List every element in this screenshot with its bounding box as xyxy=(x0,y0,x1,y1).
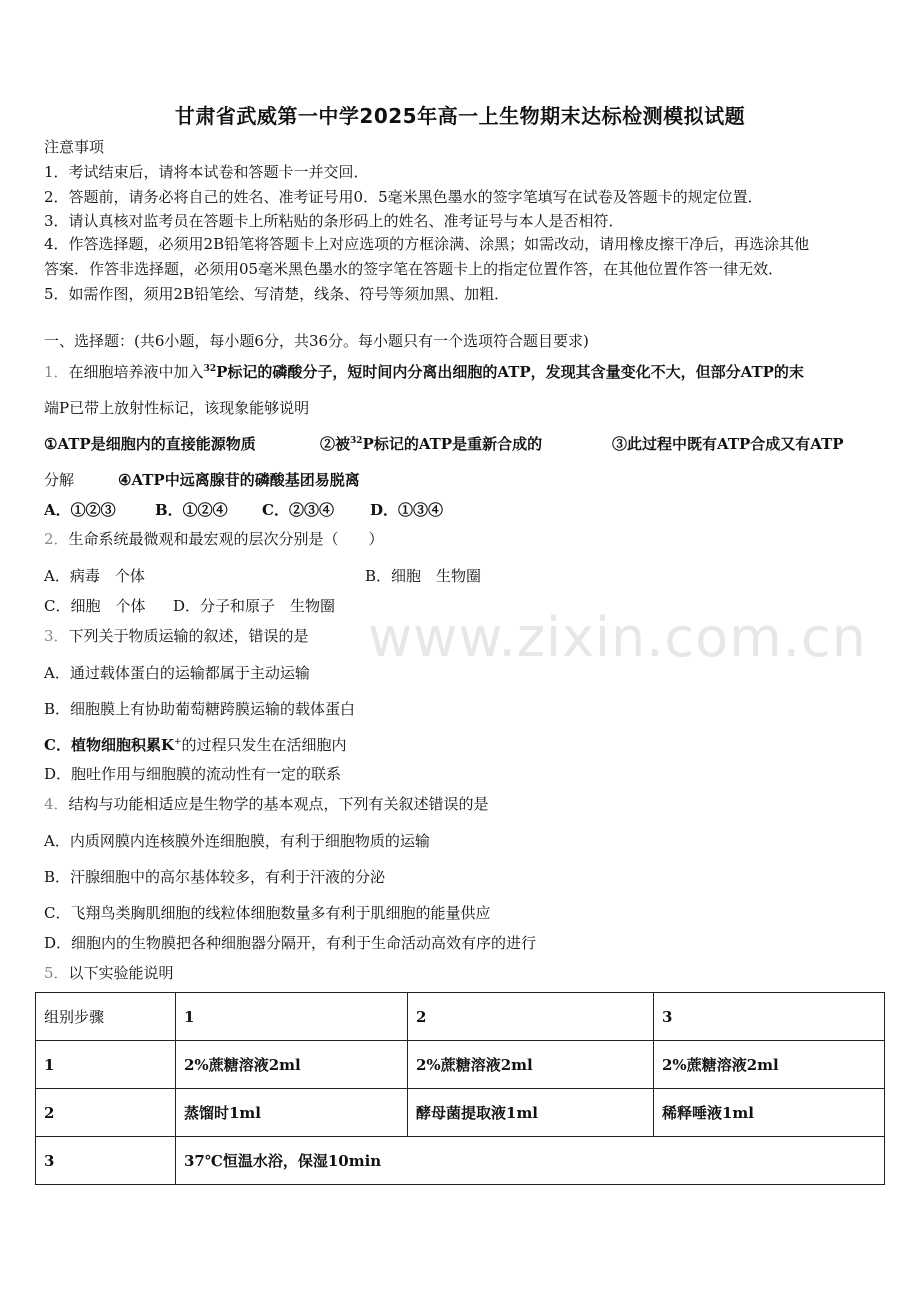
table-header-cell: 1 xyxy=(176,993,408,1041)
superscript: 32 xyxy=(350,436,363,446)
statement-text: ②被 xyxy=(320,435,351,453)
table-cell: 稀释唾液1ml xyxy=(654,1089,885,1137)
statement-text: P标记的ATP是重新合成的 xyxy=(362,435,543,453)
question-1-stem xyxy=(44,362,804,382)
option-c: C．飞翔鸟类胸肌细胞的线粒体细胞数量多有利于肌细胞的能量供应 xyxy=(44,904,491,922)
table-cell: 1 xyxy=(36,1041,176,1089)
option-c xyxy=(44,735,347,755)
statement-3: ③此过程中既有ATP合成又有ATP xyxy=(612,435,844,453)
table-cell: 2%蔗糖溶液2ml xyxy=(176,1041,408,1089)
question-text: 在细胞培养液中加入 xyxy=(68,363,204,381)
question-4-stem xyxy=(44,794,489,814)
option-c: C．②③④ xyxy=(262,501,334,519)
table-cell: 2 xyxy=(36,1089,176,1137)
option-text: 的过程只发生在活细胞内 xyxy=(181,736,347,754)
option-b: B．汗腺细胞中的高尔基体较多，有利于汗液的分泌 xyxy=(44,868,386,886)
table-cell: 37℃恒温水浴，保湿10min xyxy=(176,1137,885,1185)
question-5-stem xyxy=(44,963,174,983)
option-d: D．①③④ xyxy=(370,501,444,519)
question-number: 1． xyxy=(44,363,69,381)
question-2-stem xyxy=(44,529,384,549)
question-text: P标记的磷酸分子，短时间内分离出细胞的ATP，发现其含量变化不大，但部分ATP的末 xyxy=(216,363,804,381)
notice-item: 4．作答选择题，必须用2B铅笔将答题卡上对应选项的方框涂满、涂黑；如需改动，请用橡皮擦干净后，再选涂其他 xyxy=(44,235,810,253)
question-number: 3． xyxy=(44,627,69,645)
table-header-cell: 组别步骤 xyxy=(36,993,176,1041)
question-text: 结构与功能相适应是生物学的基本观点，下列有关叙述错误的是 xyxy=(68,795,489,813)
option-text: C．植物细胞积累K xyxy=(44,736,174,754)
option-a: A．①②③ xyxy=(44,501,116,519)
notice-item: 答案．作答非选择题，必须用05毫米黑色墨水的签字笔在答题卡上的指定位置作答，在其他位置作答一律无效． xyxy=(44,260,784,278)
table-header-cell: 2 xyxy=(408,993,654,1041)
notice-item: 5．如需作图，须用2B铅笔绘、写清楚，线条、符号等须加黑、加粗． xyxy=(44,285,510,303)
option-a: A．病毒 个体 xyxy=(44,567,145,585)
table-row xyxy=(36,1089,885,1137)
table-cell: 蒸馏时1ml xyxy=(176,1089,408,1137)
watermark: www.zixin.com.cn xyxy=(368,606,867,669)
table-cell: 2%蔗糖溶液2ml xyxy=(408,1041,654,1089)
option-d: D．分子和原子 生物圈 xyxy=(173,597,336,615)
superscript: + xyxy=(173,737,182,747)
option-b: B．细胞膜上有协助葡萄糖跨膜运输的载体蛋白 xyxy=(44,700,356,718)
table-header-cell: 3 xyxy=(654,993,885,1041)
question-1-stem-cont: 端P已带上放射性标记，该现象能够说明 xyxy=(44,399,310,417)
question-number: 5． xyxy=(44,964,69,982)
statement-1: ①ATP是细胞内的直接能源物质 xyxy=(44,435,256,453)
notice-item: 3．请认真核对监考员在答题卡上所粘贴的条形码上的姓名、准考证号与本人是否相符． xyxy=(44,212,624,230)
option-c: C．细胞 个体 xyxy=(44,597,146,615)
table-cell: 酵母菌提取液1ml xyxy=(408,1089,654,1137)
option-d: D．胞吐作用与细胞膜的流动性有一定的联系 xyxy=(44,765,342,783)
table-row xyxy=(36,1041,885,1089)
statement-2 xyxy=(320,434,542,454)
notice-heading: 注意事项 xyxy=(44,138,105,156)
table-header-row xyxy=(36,993,885,1041)
question-text: 以下实验能说明 xyxy=(68,964,174,982)
statement-4: ④ATP中远离腺苷的磷酸基团易脱离 xyxy=(118,471,360,489)
question-number: 4． xyxy=(44,795,69,813)
table-cell: 2%蔗糖溶液2ml xyxy=(654,1041,885,1089)
table-cell: 3 xyxy=(36,1137,176,1185)
page-title: 甘肃省武威第一中学2025年高一上生物期末达标检测模拟试题 xyxy=(174,104,746,128)
question-number: 2． xyxy=(44,530,69,548)
statement-3-cont: 分解 xyxy=(44,471,75,489)
question-text: 下列关于物质运输的叙述，错误的是 xyxy=(68,627,309,645)
notice-item: 2．答题前，请务必将自己的姓名、准考证号用0．5毫米黑色墨水的签字笔填写在试卷及答题卡的规定位置． xyxy=(44,188,763,206)
option-b: B．细胞 生物圈 xyxy=(365,567,482,585)
option-a: A．内质网膜内连核膜外连细胞膜，有利于细胞物质的运输 xyxy=(44,832,430,850)
question-text: 生命系统最微观和最宏观的层次分别是（ ） xyxy=(68,530,384,548)
notice-item: 1．考试结束后，请将本试卷和答题卡一并交回． xyxy=(44,163,369,181)
option-a: A．通过载体蛋白的运输都属于主动运输 xyxy=(44,664,310,682)
question-3-stem xyxy=(44,626,309,646)
section-heading: 一、选择题：(共6小题，每小题6分，共36分。每小题只有一个选项符合题目要求) xyxy=(44,332,589,350)
experiment-table xyxy=(35,992,885,1185)
superscript: 32 xyxy=(203,364,217,374)
table-row xyxy=(36,1137,885,1185)
option-d: D．细胞内的生物膜把各种细胞器分隔开，有利于生命活动高效有序的进行 xyxy=(44,934,537,952)
option-b: B．①②④ xyxy=(155,501,228,519)
